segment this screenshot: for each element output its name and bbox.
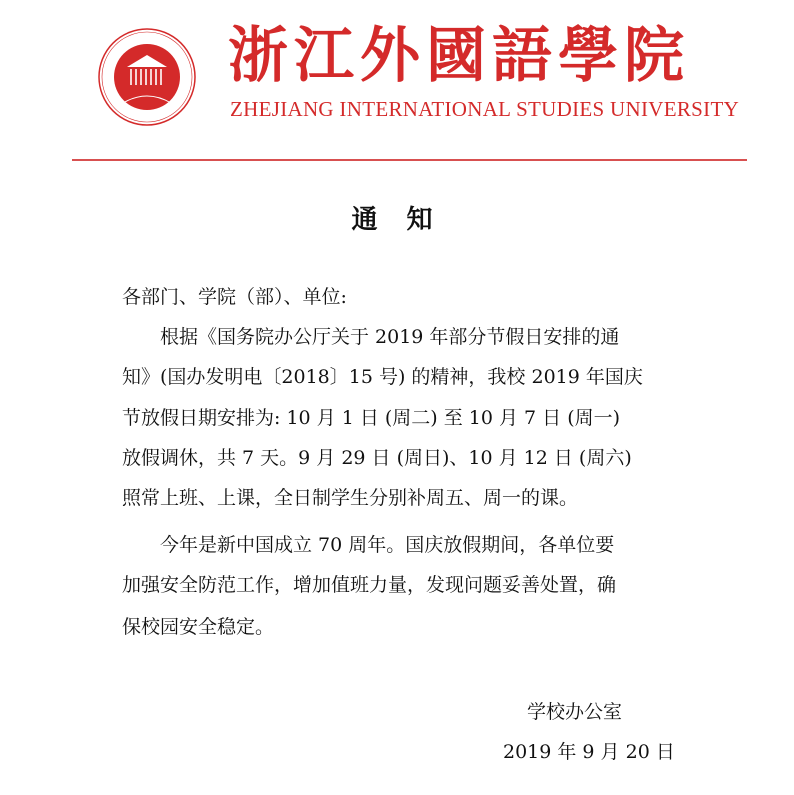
- body-line: 保校园安全稳定。: [122, 616, 275, 638]
- signature-office: 学校办公室: [527, 701, 623, 723]
- university-seal-logo: [97, 27, 197, 127]
- notice-title: 通 知: [351, 205, 443, 235]
- body-line: 照常上班、上课，全日制学生分别补周五、周一的课。: [122, 487, 579, 509]
- body-line: 放假调休，共 7 天。9 月 29 日 (周日)、10 月 12 日 (周六): [122, 447, 632, 469]
- salutation: 各部门、学院（部）、单位:: [122, 286, 347, 308]
- header-divider: [72, 159, 747, 161]
- body-line: 根据《国务院办公厅关于 2019 年部分节假日安排的通: [122, 326, 620, 348]
- body-line: 节放假日期安排为: 10 月 1 日 (周二) 至 10 月 7 日 (周一): [122, 407, 621, 429]
- body-line: 今年是新中国成立 70 周年。国庆放假期间，各单位要: [122, 534, 615, 556]
- university-name-english: ZHEJIANG INTERNATIONAL STUDIES UNIVERSITY: [230, 97, 740, 121]
- signature-date: 2019 年 9 月 20 日: [503, 741, 675, 763]
- university-name-chinese: 浙江外國語學院: [228, 21, 690, 91]
- body-line: 加强安全防范工作，增加值班力量，发现问题妥善处置，确: [122, 574, 617, 596]
- body-line: 知》(国办发明电〔2018〕15 号) 的精神，我校 2019 年国庆: [122, 366, 643, 388]
